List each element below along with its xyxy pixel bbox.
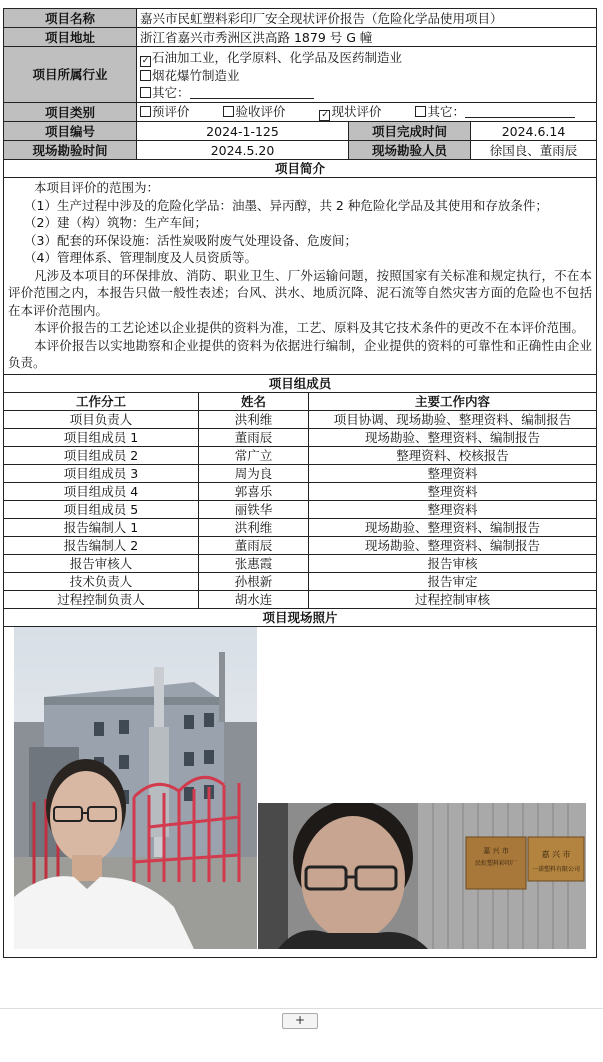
- project-number-label: 项目编号: [4, 122, 137, 141]
- project-type-label: 项目类别: [4, 103, 137, 122]
- member-work: 整理资料: [309, 482, 597, 500]
- industry-option-2[interactable]: 烟花爆竹制造业: [140, 67, 593, 84]
- column-header: 姓名: [199, 392, 309, 410]
- member-role: 过程控制负责人: [4, 590, 199, 608]
- table-row: [4, 518, 597, 536]
- table-row: [4, 500, 597, 518]
- surveyors-value: 徐国良、董雨辰: [471, 141, 597, 160]
- table-row: [4, 590, 597, 608]
- type-option-acceptance[interactable]: 验收评价: [223, 104, 285, 119]
- table-row: [4, 446, 597, 464]
- member-role: 技术负责人: [4, 572, 199, 590]
- site-photo-2-image: [258, 803, 586, 949]
- member-role: 报告编制人 2: [4, 536, 199, 554]
- member-name: 丽铁华: [199, 500, 309, 518]
- members-header-row: [4, 392, 597, 410]
- sign-text-2: 民虹塑料彩印厂: [474, 859, 518, 867]
- member-work: 整理资料: [309, 464, 597, 482]
- intro-section-title: 项目简介: [4, 160, 597, 178]
- column-header: 工作分工: [4, 392, 199, 410]
- intro-paragraph: 本项目评价的范围为：: [34, 180, 160, 195]
- member-role: 项目组成员 1: [4, 428, 199, 446]
- report-document: [3, 8, 596, 958]
- member-name: 郭喜乐: [199, 482, 309, 500]
- member-work: 报告审定: [309, 572, 597, 590]
- member-name: 洪利维: [199, 410, 309, 428]
- member-work: 整理资料、校核报告: [309, 446, 597, 464]
- fill-in-line: [465, 105, 575, 118]
- project-address-label: 项目地址: [4, 28, 137, 47]
- photos-cell: [4, 626, 597, 957]
- members-table: [3, 374, 597, 958]
- intro-paragraph: 本评价报告以实地勘察和企业提供的资料为依据进行编制，企业提供的资料的可靠性和正确性由企业负责。: [8, 337, 593, 370]
- member-work: 现场勘验、整理资料、编制报告: [309, 536, 597, 554]
- site-photo-sign: [258, 803, 586, 949]
- intro-body: [4, 178, 597, 375]
- industry-option-1[interactable]: ✓ 石油加工业，化学原料、化学品及医药制造业: [141, 49, 403, 66]
- page-bottom-divider: [0, 1008, 603, 1009]
- checkbox-empty-icon: [140, 106, 151, 117]
- project-type-options: [137, 103, 597, 122]
- members-section-title: 项目组成员: [4, 374, 597, 392]
- project-number-value: 2024-1-125: [137, 122, 349, 141]
- project-name-value: 嘉兴市民虹塑料彩印厂安全现状评价报告（危险化学品使用项目）: [137, 9, 597, 28]
- member-work: 项目协调、现场勘验、整理资料、编制报告: [309, 410, 597, 428]
- table-row: [4, 464, 597, 482]
- type-option-current[interactable]: ✓ 现状评价: [321, 104, 382, 120]
- project-industry-label: 项目所属行业: [4, 47, 137, 103]
- intro-paragraph: 本评价报告的工艺论述以企业提供的资料为准，工艺、原料及其它技术条件的更改不在本评价范围。: [34, 320, 585, 335]
- column-header: 主要工作内容: [309, 392, 597, 410]
- sign-text-3: 嘉 兴 市: [541, 849, 571, 859]
- member-role: 项目组成员 5: [4, 500, 199, 518]
- type-option-pre[interactable]: 预评价: [140, 104, 190, 119]
- checkbox-checked-icon: ✓: [321, 110, 329, 120]
- member-name: 周为良: [199, 464, 309, 482]
- member-role: 项目组成员 3: [4, 464, 199, 482]
- project-industry-options: [137, 47, 597, 103]
- member-work: 过程控制审核: [309, 590, 597, 608]
- add-page-button[interactable]: +: [282, 1013, 318, 1029]
- project-address-value: 浙江省嘉兴市秀洲区洪高路 1879 号 G 幢: [137, 28, 597, 47]
- project-finish-label: 项目完成时间: [349, 122, 471, 141]
- photos-section-title: 项目现场照片: [4, 608, 597, 626]
- table-row: [4, 572, 597, 590]
- table-row: [4, 536, 597, 554]
- checkbox-checked-icon: ✓: [141, 55, 150, 66]
- intro-paragraph: （3）配套的环保设施：活性炭吸附废气处理设备、危废间；: [24, 232, 357, 248]
- intro-paragraph: （2）建（构）筑物：生产车间；: [24, 215, 207, 230]
- site-photo-building: [14, 627, 257, 949]
- surveyors-label: 现场勘验人员: [349, 141, 471, 160]
- member-work: 整理资料: [309, 500, 597, 518]
- member-name: 董雨辰: [199, 428, 309, 446]
- table-row: [4, 428, 597, 446]
- project-finish-value: 2024.6.14: [471, 122, 597, 141]
- member-name: 董雨辰: [199, 536, 309, 554]
- member-role: 项目组成员 2: [4, 446, 199, 464]
- fill-in-line: [190, 86, 314, 99]
- member-name: 洪利维: [199, 518, 309, 536]
- sign-text-1: 嘉 兴 市: [483, 846, 509, 855]
- checkbox-empty-icon: [140, 87, 151, 98]
- member-role: 报告编制人 1: [4, 518, 199, 536]
- table-row: [4, 554, 597, 572]
- checkbox-empty-icon: [223, 106, 234, 117]
- site-photo-1-image: [14, 627, 257, 949]
- intro-paragraph: 凡涉及本项目的环保排放、消防、职业卫生、厂外运输问题，按照国家有关标准和规定执行，不在本评价范围之内，本报告只做一般性表述；台风、洪水、地质沉降、泥石流等自然灾害方面的危险也不包括在本评价范围内。: [8, 267, 593, 318]
- industry-option-3[interactable]: 其它：: [140, 84, 593, 101]
- intro-paragraph: （1）生产过程中涉及的危险化学品：油墨、异丙醇，共 2 种危险化学品及其使用和存放条件；: [24, 197, 548, 213]
- member-name: 胡水连: [199, 590, 309, 608]
- member-work: 报告审核: [309, 554, 597, 572]
- sign-text-4: 一诺塑料有限公司: [531, 865, 581, 873]
- table-row: [4, 410, 597, 428]
- project-name-label: 项目名称: [4, 9, 137, 28]
- project-info-table: [3, 8, 597, 375]
- member-work: 现场勘验、整理资料、编制报告: [309, 518, 597, 536]
- checkbox-empty-icon: [415, 106, 426, 117]
- member-name: 孙根新: [199, 572, 309, 590]
- member-role: 报告审核人: [4, 554, 199, 572]
- survey-time-label: 现场勘验时间: [4, 141, 137, 160]
- member-work: 现场勘验、整理资料、编制报告: [309, 428, 597, 446]
- table-row: [4, 482, 597, 500]
- member-role: 项目组成员 4: [4, 482, 199, 500]
- checkbox-empty-icon: [140, 70, 151, 81]
- survey-time-value: 2024.5.20: [137, 141, 349, 160]
- member-role: 项目负责人: [4, 410, 199, 428]
- member-name: 张惠霞: [199, 554, 309, 572]
- member-name: 常广立: [199, 446, 309, 464]
- intro-paragraph: （4）管理体系、管理制度及人员资质等。: [24, 250, 257, 265]
- type-option-other[interactable]: 其它：: [415, 104, 575, 119]
